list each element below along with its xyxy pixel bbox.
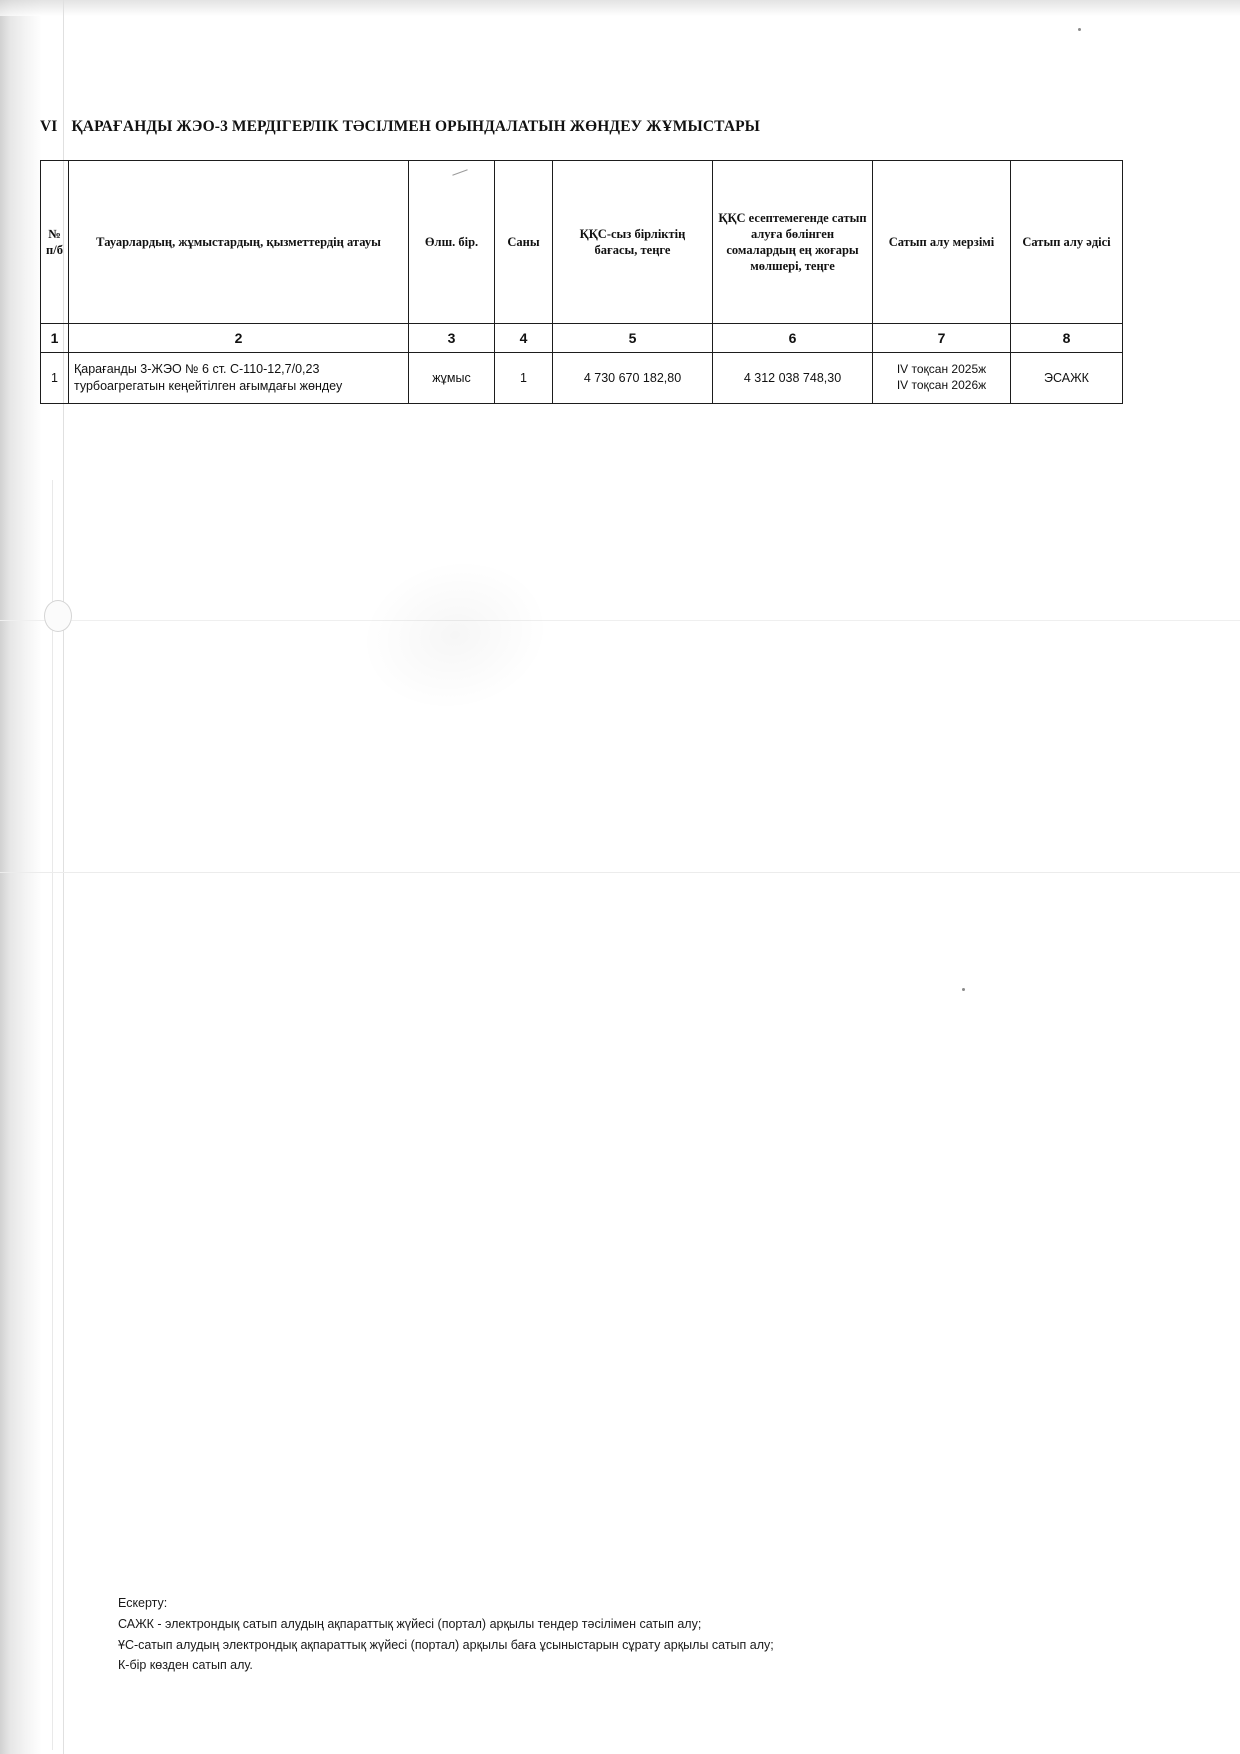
page-title-text: ҚАРАҒАНДЫ ЖЭО-3 МЕРДІГЕРЛІК ТӘСІЛМЕН ОРЫНДАЛАТЫН ЖӨНДЕУ ЖҰМЫСТАРЫ [71,118,760,135]
procurement-table [40,160,1123,404]
cell-unit-price: 4 730 670 182,80 [553,353,713,404]
header-cell-term: Сатып алу мерзімі [873,161,1011,324]
cell-max-sum: 4 312 038 748,30 [713,353,873,404]
column-number-2: 2 [69,324,409,353]
table-header [41,161,1123,353]
column-number-4: 4 [495,324,553,353]
cell-unit: жұмыс [409,353,495,404]
column-number-8: 8 [1011,324,1123,353]
cell-quantity: 1 [495,353,553,404]
cell-term-line-2: IV тоқсан 2026ж [896,378,987,392]
notes-title: Ескерту: [118,1596,168,1610]
header-cell-max-sum: ҚҚС есептемегенде сатып алуға бөлінген сомалардың ең жоғары мөлшері, теңге [713,161,873,324]
note-line-k: К-бір көзден сатып алу. [118,1657,253,1672]
page-crease-horizontal-secondary [0,620,1240,621]
table-row [41,353,1123,404]
section-number: VI [40,118,58,135]
page-fold-line-secondary [52,480,53,1750]
header-cell-unit: Өлш. бір. [409,161,495,324]
table-body [41,353,1123,404]
notes-block [118,1593,1018,1675]
column-number-row [41,324,1123,353]
cell-item-name: Қарағанды 3-ЖЭО № 6 ст. С-110-12,7/0,23 турбоагрегатын кеңейтілген ағымдағы жөндеу [69,353,409,404]
header-cell-name: Тауарлардың, жұмыстардың, қызметтердің атауы [69,161,409,324]
column-number-6: 6 [713,324,873,353]
cell-term-line-1: IV тоқсан 2025ж [896,362,987,377]
scan-edge-top-shadow [0,0,1240,16]
procurement-table-container [40,160,1111,404]
scan-speck [1078,28,1081,31]
note-line-us: ҰС-сатып алудың электрондық ақпараттық жүйесі (портал) арқылы баға ұсыныстарын сұрату арқылы сатып алу; [118,1637,774,1652]
cell-row-number: 1 [41,353,69,404]
header-cell-unit-price: ҚҚС-сыз бірліктің бағасы, теңге [553,161,713,324]
column-number-5: 5 [553,324,713,353]
column-number-7: 7 [873,324,1011,353]
binder-hole [44,600,72,632]
column-number-1: 1 [41,324,69,353]
header-cell-method: Сатып алу әдісі [1011,161,1123,324]
header-cell-quantity: Саны [495,161,553,324]
column-number-3: 3 [409,324,495,353]
cell-term [873,353,1011,404]
scan-speck [962,988,965,991]
scan-smudge [346,542,563,728]
note-line-esajk: САЖК - электрондық сатып алудың ақпараттық жүйесі (портал) арқылы тендер тәсілімен сатып алу; [118,1617,702,1632]
page-crease-horizontal [0,872,1240,873]
cell-method: ЭСАЖК [1011,353,1123,404]
page-title [40,118,1190,136]
header-cell-no: № п/б [41,161,69,324]
scan-edge-shadow [0,0,42,1754]
table-header-row [41,161,1123,324]
